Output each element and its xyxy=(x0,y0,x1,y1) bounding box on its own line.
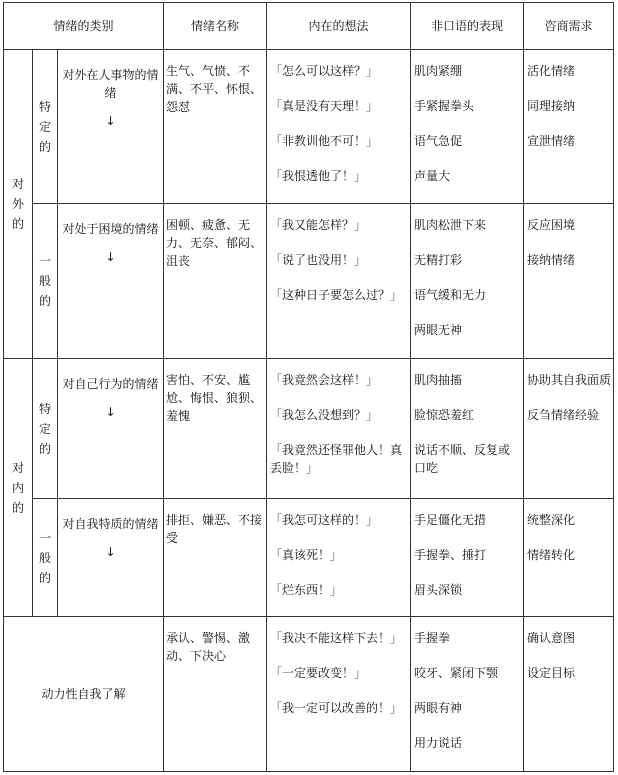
sub-type: 一 般 的 xyxy=(33,204,58,359)
table-row xyxy=(4,204,614,359)
needs-cell: 统整深化 情绪转化 xyxy=(524,499,614,617)
down-arrow-icon: ↓ xyxy=(105,405,116,419)
down-arrow-icon: ↓ xyxy=(105,250,116,264)
sub-type: 特 定 的 xyxy=(33,50,58,204)
table-row xyxy=(4,50,614,204)
nonverbal-cell: 肌肉松泄下来 无精打彩 语气缓和无力 两眼无神 xyxy=(411,204,524,359)
category-cell: 对自我特质的情绪 ↓ xyxy=(58,499,164,617)
thoughts-cell: 「我决不能这样下去！」 「一定要改变！」 「我一定可以改善的！」 xyxy=(267,617,411,772)
emotion-names: 害怕、不安、尴尬、悔恨、狼狈、羞愧 xyxy=(164,359,267,499)
thoughts-cell: 「我怎可这样的！」 「真该死！」 「烂东西！」 xyxy=(267,499,411,617)
category-cell: 对处于困境的情绪 ↓ xyxy=(58,204,164,359)
needs-cell: 协助其自我面质 反刍情绪经验 xyxy=(524,359,614,499)
category-cell: 对外在人事物的情绪 ↓ xyxy=(58,50,164,204)
needs-cell: 确认意图 设定目标 xyxy=(524,617,614,772)
header-category: 情绪的类别 xyxy=(4,3,164,50)
dynamic-self-understanding: 动力性自我了解 xyxy=(4,617,164,772)
thoughts-cell: 「怎么可以这样？」 「真是没有天理！」 「非教训他不可！」 「我恨透他了！」 xyxy=(267,50,411,204)
group-inner xyxy=(4,359,33,617)
needs-cell: 反应困境 接纳情绪 xyxy=(524,204,614,359)
nonverbal-cell: 手握拳 咬牙、紧闭下颚 两眼有神 用力说话 xyxy=(411,617,524,772)
emotion-names: 生气、气愤、不满、不平、怀恨、怨怼 xyxy=(164,50,267,204)
category-cell: 对自己行为的情绪 ↓ xyxy=(58,359,164,499)
down-arrow-icon: ↓ xyxy=(105,114,116,128)
needs-cell: 活化情绪 同理接纳 宣泄情绪 xyxy=(524,50,614,204)
emotion-names: 困顿、疲惫、无力、无奈、郁闷、沮丧 xyxy=(164,204,267,359)
header-name: 情绪名称 xyxy=(164,3,267,50)
nonverbal-cell: 肌肉紧绷 手紧握拳头 语气急促 声量大 xyxy=(411,50,524,204)
sub-type: 一 般 的 xyxy=(33,499,58,617)
thoughts-cell: 「我又能怎样？」 「说了也没用！」 「这种日子要怎么过？」 xyxy=(267,204,411,359)
emotion-names: 承认、警惕、激动、下决心 xyxy=(164,617,267,772)
table-row xyxy=(4,617,614,772)
header-thought: 内在的想法 xyxy=(267,3,411,50)
nonverbal-cell: 肌肉抽搐 脸惊恐羞红 说话不顺、反复或口吃 xyxy=(411,359,524,499)
nonverbal-cell: 手足僵化无措 手握拳、捶打 眉头深锁 xyxy=(411,499,524,617)
group-outer-label: 对 外 的 xyxy=(11,177,24,231)
group-outer xyxy=(4,50,33,359)
table-row xyxy=(4,499,614,617)
group-inner-label: 对 内 的 xyxy=(11,460,24,515)
emotion-names: 排拒、嫌恶、不接受 xyxy=(164,499,267,617)
table-row xyxy=(4,359,614,499)
header-nonverbal: 非口语的表现 xyxy=(411,3,524,50)
header-row xyxy=(4,3,614,50)
emotion-table xyxy=(3,2,614,772)
sub-type: 特 定 的 xyxy=(33,359,58,499)
thoughts-cell: 「我竟然会这样！」 「我怎么没想到？」 「我竟然还怪罪他人！真丢脸！」 xyxy=(267,359,411,499)
header-need: 咨商需求 xyxy=(524,3,614,50)
down-arrow-icon: ↓ xyxy=(105,545,116,559)
